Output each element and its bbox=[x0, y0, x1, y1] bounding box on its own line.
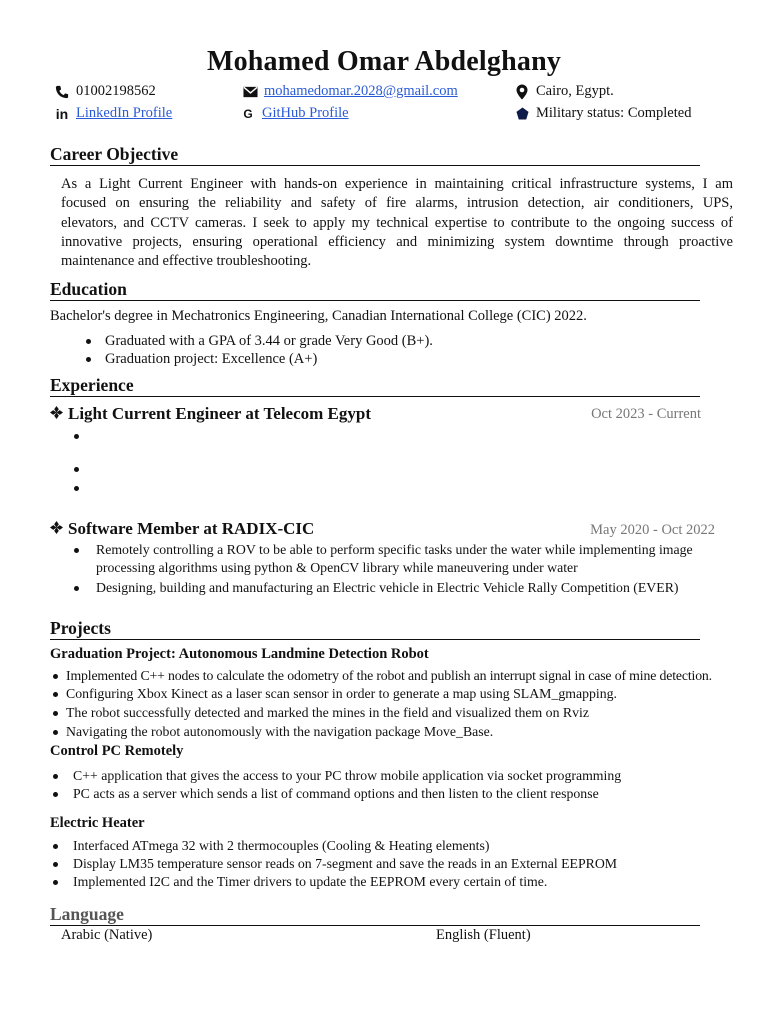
project-title: Control PC Remotely bbox=[50, 743, 184, 759]
github-contact bbox=[240, 105, 349, 122]
phone-icon bbox=[54, 84, 70, 100]
job-date: Oct 2023 - Current bbox=[591, 406, 701, 422]
list-item: Graduation project: Excellence (A+) bbox=[86, 350, 317, 368]
career-objective-text bbox=[61, 175, 733, 271]
project-title: Electric Heater bbox=[50, 815, 145, 831]
objective-line: focused on ensuring the reliability and safety of fire alarms, intrusion detection, air conditioners, UPS, bbox=[61, 195, 733, 212]
objective-line: innovative projects, ensuring operational efficiency and minimizing system downtime through proactive bbox=[61, 233, 733, 250]
list-item: Designing, building and manufacturing an Electric vehicle in Electric Vehicle Rally Competition (EVER) bbox=[96, 580, 679, 595]
military-text: Military status: Completed bbox=[536, 105, 692, 121]
list-item: The robot successfully detected and marked the mines in the field and visualized them on Rviz bbox=[66, 705, 589, 720]
bullet-icon bbox=[53, 880, 58, 885]
objective-line: maintenance and effective troubleshooting. bbox=[61, 253, 312, 270]
objective-line: elevators, and CCTV cameras. I seek to apply my technical expertise to contribute to the ongoing success of bbox=[61, 214, 733, 231]
list-item: Graduated with a GPA of 3.44 or grade Very Good (B+). bbox=[86, 332, 433, 350]
bullet-icon bbox=[86, 357, 91, 362]
bullet-icon bbox=[53, 730, 58, 735]
objective-line: As a Light Current Engineer with hands-on experience in maintaining critical infrastructure systems, I am bbox=[61, 176, 733, 192]
bullet-icon bbox=[74, 548, 79, 553]
military-status bbox=[514, 105, 691, 122]
linkedin-link[interactable]: LinkedIn Profile bbox=[76, 105, 173, 121]
list-item: Navigating the robot autonomously with the navigation package Move_Base. bbox=[66, 724, 494, 739]
list-item: Interfaced ATmega 32 with 2 thermocouples (Cooling & Heating elements) bbox=[73, 838, 490, 853]
location-contact bbox=[514, 83, 614, 100]
job-title: Light Current Engineer at Telecom Egypt bbox=[50, 404, 371, 424]
diamond-bullet-icon bbox=[50, 519, 63, 539]
list-item: C++ application that gives the access to your PC throw mobile application via socket programming bbox=[73, 768, 622, 783]
map-pin-icon bbox=[514, 84, 530, 100]
language-heading: Language bbox=[50, 904, 700, 926]
list-item-continuation: processing algorithms using python & OpenCV library while maneuvering under water bbox=[96, 560, 578, 575]
project-title: Graduation Project: Autonomous Landmine Detection Robot bbox=[50, 646, 429, 662]
bullet-icon bbox=[86, 339, 91, 344]
language-item: English (Fluent) bbox=[436, 927, 531, 943]
pentagon-icon bbox=[514, 106, 530, 122]
projects-heading: Projects bbox=[50, 618, 700, 640]
experience-heading: Experience bbox=[50, 375, 700, 397]
bullet-icon bbox=[74, 486, 79, 491]
candidate-name: Mohamed Omar Abdelghany bbox=[206, 46, 562, 77]
bullet-icon bbox=[53, 844, 58, 849]
job-date: May 2020 - Oct 2022 bbox=[590, 522, 715, 538]
envelope-icon bbox=[242, 84, 258, 100]
list-item: Implemented C++ nodes to calculate the odometry of the robot and publish an interrupt signal in case of mine detection. bbox=[66, 668, 712, 683]
list-item: Remotely controlling a ROV to be able to perform specific tasks under the water while implementing image bbox=[96, 542, 693, 557]
bullet-icon bbox=[53, 792, 58, 797]
phone-contact bbox=[54, 83, 156, 100]
bullet-icon bbox=[74, 467, 79, 472]
career-objective-heading: Career Objective bbox=[50, 144, 700, 166]
location-text: Cairo, Egypt. bbox=[536, 83, 614, 99]
education-heading: Education bbox=[50, 279, 700, 301]
email-contact bbox=[242, 83, 458, 100]
bullet-icon bbox=[53, 862, 58, 867]
bullet-icon bbox=[74, 434, 79, 439]
github-icon: G bbox=[243, 106, 253, 121]
degree-text: Bachelor's degree in Mechatronics Engineering, Canadian International College (CIC) 2022. bbox=[50, 308, 587, 324]
diamond-bullet-icon bbox=[50, 404, 63, 424]
list-item: Implemented I2C and the Timer drivers to update the EEPROM every certain of time. bbox=[73, 874, 548, 889]
bullet-icon bbox=[74, 586, 79, 591]
phone-number: 01002198562 bbox=[76, 83, 156, 99]
email-link[interactable]: mohamedomar.2028@gmail.com bbox=[264, 83, 458, 99]
github-link[interactable]: GitHub Profile bbox=[262, 105, 349, 121]
bullet-icon bbox=[53, 692, 58, 697]
bullet-icon bbox=[53, 711, 58, 716]
job-title: Software Member at RADIX-CIC bbox=[50, 519, 314, 539]
linkedin-contact bbox=[54, 105, 172, 122]
list-item: Display LM35 temperature sensor reads on 7-segment and save the reads in an External EEPROM bbox=[73, 856, 618, 871]
bullet-icon bbox=[53, 774, 58, 779]
linkedin-icon: in bbox=[55, 105, 69, 122]
list-item: PC acts as a server which sends a list of command options and then listen to the client response bbox=[73, 786, 599, 801]
bullet-icon bbox=[53, 674, 58, 679]
list-item: Configuring Xbox Kinect as a laser scan sensor in order to generate a map using SLAM_gmapping. bbox=[66, 686, 617, 701]
language-item: Arabic (Native) bbox=[61, 927, 153, 943]
